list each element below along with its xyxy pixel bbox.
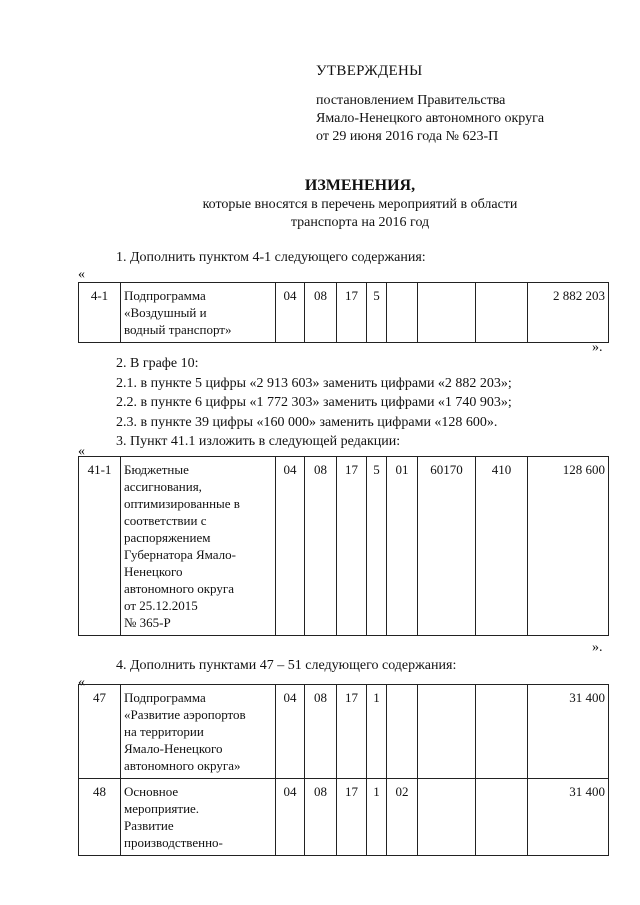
document-title [170, 176, 550, 232]
amount-cell: 2 882 203 [528, 283, 609, 343]
code-cell [476, 685, 528, 779]
table-item-4-1 [78, 282, 609, 343]
approval-line: от 29 июня 2016 года № 623-П [316, 129, 499, 144]
code-cell [418, 779, 476, 856]
row-name [121, 779, 276, 856]
row-name-line: Бюджетные [124, 462, 189, 477]
row-name-line: Подпрограмма [124, 690, 206, 705]
row-name-line: соответствии с [124, 513, 207, 528]
code-cell: 17 [337, 457, 367, 636]
open-quote: « [78, 444, 85, 459]
table-row [79, 457, 609, 636]
code-cell: 410 [476, 457, 528, 636]
code-cell: 04 [276, 779, 305, 856]
paragraph-2-block [116, 354, 512, 452]
open-quote: « [78, 675, 85, 690]
paragraph-line: 2.1. в пункте 5 цифры «2 913 603» заменить цифрами «2 882 203»; [116, 375, 512, 391]
row-name-line: производственно- [124, 835, 223, 850]
row-name-line: Основное [124, 784, 179, 799]
approval-heading: УТВЕРЖДЕНЫ [316, 63, 423, 79]
row-name [121, 685, 276, 779]
row-number: 41-1 [79, 457, 121, 636]
code-cell [476, 779, 528, 856]
title-sub: которые вносятся в перечень мероприятий в области [202, 197, 518, 212]
row-name-line: распоряжением [124, 530, 211, 545]
row-name-line: «Развитие аэропортов [124, 707, 246, 722]
row-name-line: «Воздушный и [124, 305, 207, 320]
code-cell: 08 [305, 685, 337, 779]
paragraph-line: 3. Пункт 41.1 изложить в следующей редакции: [116, 434, 401, 449]
code-cell [418, 283, 476, 343]
paragraph-4: 4. Дополнить пунктами 47 – 51 следующего содержания: [116, 658, 457, 673]
row-name-line: оптимизированные в [124, 496, 240, 511]
code-cell [418, 685, 476, 779]
close-quote: ». [592, 640, 603, 655]
row-name-line: Ямало-Ненецкого [124, 741, 223, 756]
code-cell: 04 [276, 283, 305, 343]
code-cell: 5 [367, 283, 387, 343]
code-cell: 08 [305, 283, 337, 343]
row-name-line: автономного округа [124, 581, 234, 596]
paragraph-1: 1. Дополнить пунктом 4-1 следующего содержания: [116, 250, 426, 265]
amount-cell: 31 400 [528, 779, 609, 856]
code-cell: 04 [276, 685, 305, 779]
row-name-line: Ненецкого [124, 564, 183, 579]
table-row [79, 283, 609, 343]
title-sub: транспорта на 2016 год [290, 215, 430, 230]
row-name-line: от 25.12.2015 [124, 598, 198, 613]
row-name-line: Губернатора Ямало- [124, 547, 236, 562]
table-item-41-1 [78, 456, 609, 636]
code-cell [387, 685, 418, 779]
code-cell: 1 [367, 779, 387, 856]
row-name [121, 457, 276, 636]
code-cell: 17 [337, 779, 367, 856]
amount-cell: 31 400 [528, 685, 609, 779]
row-name-line: № 365-Р [124, 615, 171, 630]
code-cell: 1 [367, 685, 387, 779]
code-cell: 17 [337, 685, 367, 779]
row-name-line: автономного округа» [124, 758, 241, 773]
code-cell: 5 [367, 457, 387, 636]
code-cell: 08 [305, 779, 337, 856]
code-cell [387, 283, 418, 343]
row-name-line: ассигнования, [124, 479, 202, 494]
row-name [121, 283, 276, 343]
open-quote: « [78, 267, 85, 282]
table-items-47-51 [78, 684, 609, 856]
table-row [79, 779, 609, 856]
approval-line: Ямало-Ненецкого автономного округа [316, 111, 545, 126]
paragraph-line: 2.2. в пункте 6 цифры «1 772 303» заменить цифрами «1 740 903»; [116, 395, 512, 410]
amount-cell: 128 600 [528, 457, 609, 636]
code-cell: 02 [387, 779, 418, 856]
code-cell: 08 [305, 457, 337, 636]
code-cell: 01 [387, 457, 418, 636]
code-cell [476, 283, 528, 343]
approval-block [316, 62, 544, 146]
paragraph-line: 2.3. в пункте 39 цифры «160 000» заменить цифрами «128 600». [116, 414, 498, 430]
code-cell: 17 [337, 283, 367, 343]
row-name-line: Подпрограмма [124, 288, 206, 303]
close-quote: ». [592, 340, 603, 355]
row-name-line: на территории [124, 724, 204, 739]
row-number: 47 [79, 685, 121, 779]
approval-line: постановлением Правительства [316, 93, 506, 108]
row-number: 4-1 [79, 283, 121, 343]
code-cell: 04 [276, 457, 305, 636]
paragraph-line: 2. В графе 10: [116, 356, 199, 371]
row-name-line: водный транспорт» [124, 322, 232, 337]
row-name-line: Развитие [124, 818, 174, 833]
row-number: 48 [79, 779, 121, 856]
title-main: ИЗМЕНЕНИЯ, [304, 177, 416, 194]
code-cell: 60170 [418, 457, 476, 636]
row-name-line: мероприятие. [124, 801, 200, 816]
table-row [79, 685, 609, 779]
